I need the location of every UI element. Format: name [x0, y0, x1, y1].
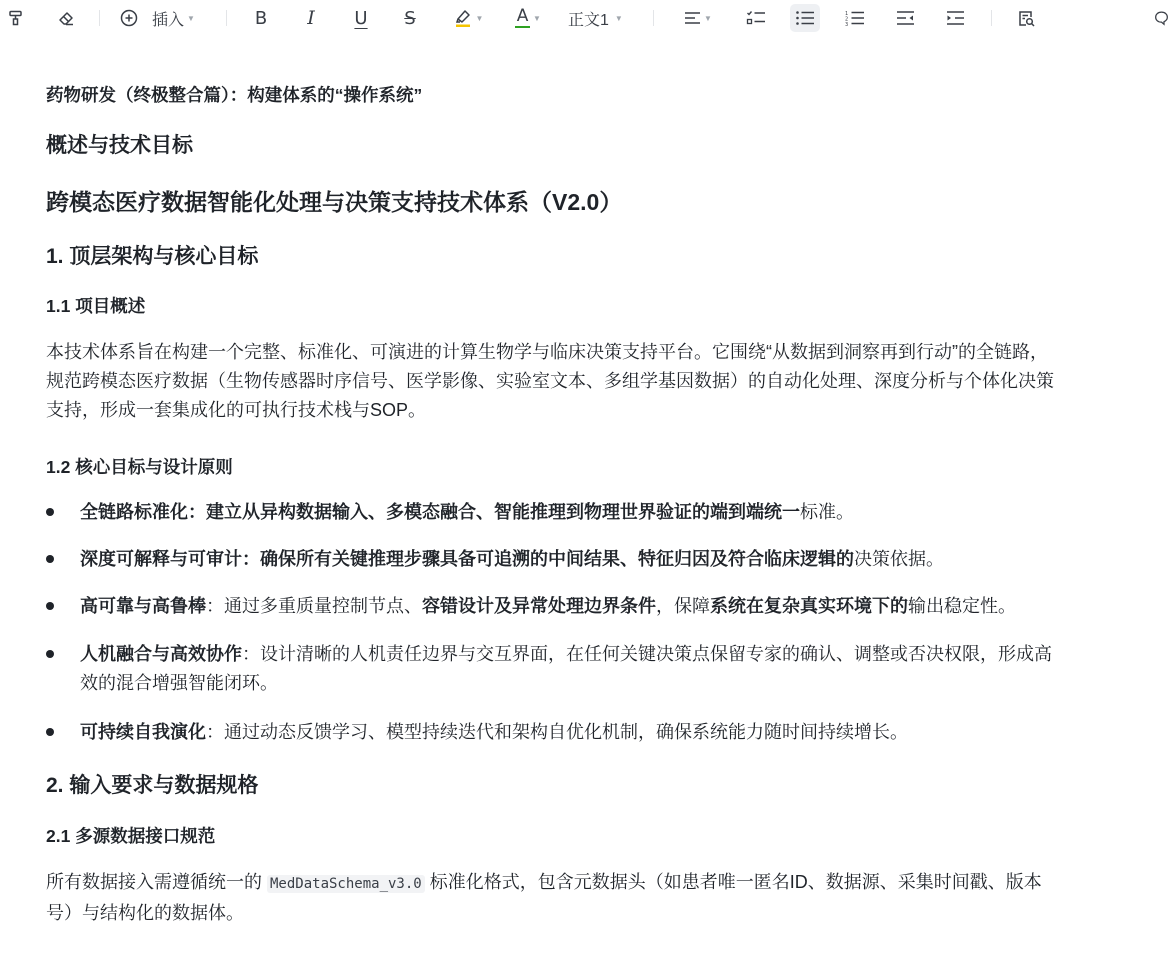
insert-label: 插入: [152, 11, 185, 29]
paragraph-text: 标准化格式，包含元数据头（如患者唯一匿名ID、数据源、采集时间戳、版本: [424, 872, 1042, 892]
clear-format-button[interactable]: [54, 4, 78, 32]
checklist-icon: [746, 10, 766, 26]
font-color-icon: A: [516, 5, 529, 26]
strikethrough-button[interactable]: [398, 4, 422, 32]
find-replace-button[interactable]: [1013, 4, 1039, 32]
section-2-heading: 2. 输入要求与数据规格: [46, 774, 259, 797]
section-2-1-heading: 2.1 多源数据接口规范: [46, 826, 216, 846]
bullet-bold-text: 人机融合与高效协作: [80, 644, 242, 664]
highlight-color-button[interactable]: [448, 4, 488, 32]
decrease-indent-button[interactable]: [892, 4, 918, 32]
format-painter-button[interactable]: [4, 4, 28, 32]
align-button[interactable]: [678, 4, 718, 32]
bullet-text: 输出稳定性。: [908, 596, 1016, 616]
overview-heading: 概述与技术目标: [46, 134, 193, 157]
font-color-button[interactable]: [508, 4, 548, 32]
main-heading: 跨模态医疗数据智能化处理与决策支持技术体系（V2.0）: [46, 189, 623, 215]
bullet-bold-text: 深度可解释与可审计：确保所有关键推理步骤具备可追溯的中间结果、特征归因及符合临床逻辑的: [80, 549, 854, 569]
bulleted-list-button[interactable]: [790, 4, 820, 32]
comment-icon: [1154, 9, 1169, 27]
bullet-bold-text: 高可靠与高鲁棒: [80, 596, 206, 616]
bullet-text: ：通过多重质量控制节点、: [206, 596, 422, 616]
bullet-dot: [46, 650, 54, 658]
editor-toolbar: [0, 0, 1169, 36]
task-list-button[interactable]: [742, 4, 770, 32]
chevron-down-icon: ▼: [533, 13, 541, 23]
increase-indent-button[interactable]: [942, 4, 968, 32]
plus-circle-icon: [120, 9, 138, 27]
bullet-bold-text: 容错设计及异常处理边界条件: [422, 596, 656, 616]
chevron-down-icon: ▼: [187, 13, 195, 23]
bullet-dot: [46, 555, 54, 563]
bullet-dot: [46, 508, 54, 516]
bullet-text: 决策依据。: [854, 549, 944, 569]
bullet-text: ：通过动态反馈学习、模型持续迭代和架构自优化机制，确保系统能力随时间持续增长。: [206, 722, 908, 742]
italic-button[interactable]: [299, 4, 323, 32]
italic-icon: I: [307, 7, 315, 29]
underline-icon: U: [354, 7, 368, 29]
format-painter-icon: [8, 10, 24, 26]
bulleted-list-icon: [795, 10, 815, 26]
highlighter-icon: [453, 8, 473, 28]
bullet-dot: [46, 728, 54, 736]
paragraph-text: 所有数据接入需遵循统一的: [46, 872, 267, 892]
find-document-icon: [1018, 10, 1035, 27]
indent-icon: [946, 10, 965, 26]
bullet-text: 标准。: [800, 502, 854, 522]
insert-menu-button[interactable]: [120, 4, 204, 32]
bullet-bold-text: 可持续自我演化: [80, 722, 206, 742]
align-left-icon: [684, 11, 701, 25]
toolbar-divider: [99, 10, 100, 26]
bullet-text: ：设计清晰的人机责任边界与交互界面，在任何关键决策点保留专家的确认、调整或否决权限，形成高: [242, 644, 1052, 664]
paragraph-line: 规范跨模态医疗数据（生物传感器时序信号、医学影像、实验室文本、多组学基因数据）的自动化处理、深度分析与个体化决策: [46, 371, 1054, 391]
toolbar-divider: [653, 10, 654, 26]
svg-text:3: 3: [845, 22, 849, 26]
data-interface-paragraph: [46, 868, 1168, 928]
paragraph-line: 支持，形成一套集成化的可执行技术栈与SOP。: [46, 400, 427, 420]
bullet-dot: [46, 602, 54, 610]
svg-text:2: 2: [845, 16, 849, 23]
outdent-icon: [896, 10, 915, 26]
bullet-bold-text: 全链路标准化：建立从异构数据输入、多模态融合、智能推理到物理世界验证的端到端统一: [80, 502, 800, 522]
section-1-heading: 1. 顶层架构与核心目标: [46, 245, 259, 268]
chevron-down-icon: ▼: [614, 13, 623, 23]
bullet-text: ，保障: [656, 596, 710, 616]
comment-button[interactable]: [1154, 4, 1169, 32]
svg-text:1: 1: [845, 11, 849, 17]
paragraph-style-select[interactable]: [568, 4, 632, 32]
paragraph-line: 本技术体系旨在构建一个完整、标准化、可演进的计算生物学与临床决策支持平台。它围绕“从数据到洞察再到行动”的全链路，: [46, 342, 1048, 362]
underline-button[interactable]: [349, 4, 373, 32]
eraser-icon: [58, 10, 75, 26]
section-1-2-heading: 1.2 核心目标与设计原则: [46, 457, 233, 477]
bold-button[interactable]: [249, 4, 273, 32]
overview-paragraph: [46, 338, 1168, 425]
toolbar-divider: [226, 10, 227, 26]
paragraph-style-value: 正文1: [568, 11, 609, 29]
chevron-down-icon: ▼: [704, 13, 712, 23]
bold-icon: B: [254, 7, 268, 29]
paragraph-line: 号）与结构化的数据体。: [46, 903, 244, 923]
document-title: 药物研发（终极整合篇）：构建体系的“操作系统”: [46, 85, 423, 105]
bullet-text: 效的混合增强智能闭环。: [80, 673, 278, 693]
toolbar-divider: [991, 10, 992, 26]
numbered-list-icon: [845, 10, 865, 26]
strikethrough-icon: S: [404, 7, 416, 29]
inline-code: MedDataSchema_v3.0: [267, 875, 425, 893]
numbered-list-button[interactable]: [842, 4, 868, 32]
font-color-swatch: [515, 26, 530, 29]
bullet-bold-text: 系统在复杂真实环境下的: [710, 596, 908, 616]
chevron-down-icon: ▼: [475, 13, 484, 23]
section-1-1-heading: 1.1 项目概述: [46, 296, 146, 316]
